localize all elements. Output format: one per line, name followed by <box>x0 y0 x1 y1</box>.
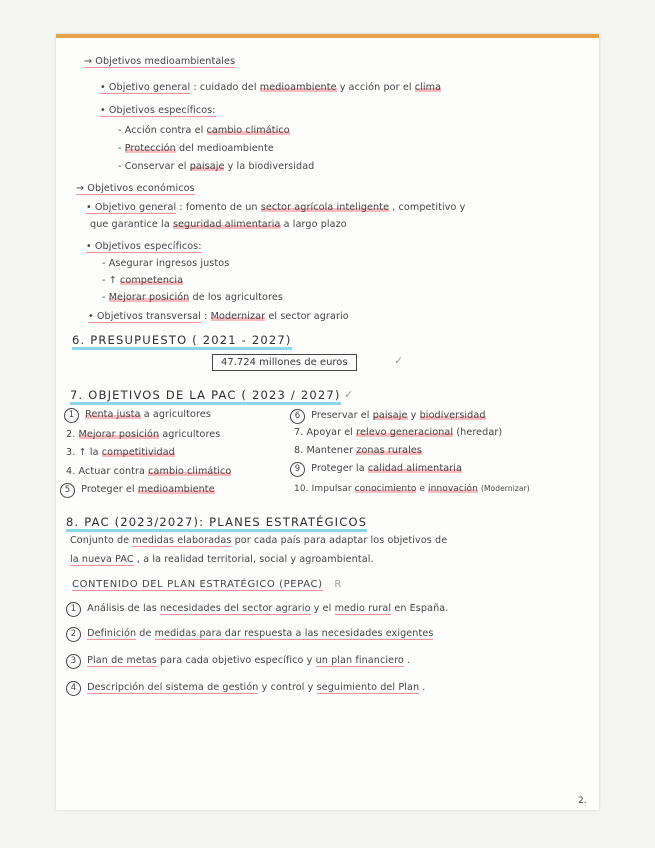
objective-highlight-2: innovación <box>428 484 478 494</box>
econo-line1-hl: sector agrícola inteligente <box>260 202 390 213</box>
planes-heading-line <box>66 515 367 529</box>
econo-line2-b: a largo plazo <box>283 219 347 230</box>
item-prefix: - Conservar el <box>118 161 187 172</box>
objective-text: agricultores <box>162 429 221 440</box>
planes-subheading: CONTENIDO DEL PLAN ESTRATÉGICO (PEPAC) <box>72 579 323 590</box>
econo-especificos-line <box>86 241 202 252</box>
objective-number: 8. <box>294 445 304 456</box>
presupuesto-amount: 47.724 millones de euros <box>221 357 348 368</box>
item-highlight: competencia <box>120 275 184 286</box>
pepac-text-b: para cada objetivo específico y <box>160 655 313 666</box>
medio-general-hl1: medioambiente <box>259 82 337 93</box>
objective-number: 5 <box>60 483 75 498</box>
pac-objective <box>60 483 215 498</box>
pac-objective <box>290 462 462 477</box>
planes-heading: 8. PAC (2023/2027): PLANES ESTRATÉGICOS <box>66 515 367 532</box>
objective-highlight: paisaje <box>372 410 408 421</box>
objective-number: 10. <box>294 484 309 494</box>
item-prefix: - Asegurar ingresos justos <box>102 258 230 269</box>
pac-objective <box>290 409 486 424</box>
item-suffix: y la biodiversidad <box>227 161 315 172</box>
objective-text: a agricultores <box>143 409 211 420</box>
objective-number: 6 <box>290 409 305 424</box>
pepac-text-c: en España. <box>394 603 449 614</box>
item-prefix: - <box>102 292 106 303</box>
medio-especificos-label: • Objetivos específicos: <box>100 105 216 116</box>
pepac-hl2: un plan financiero <box>315 655 404 666</box>
econo-general-line-1 <box>86 202 465 213</box>
medio-general-line <box>100 82 441 93</box>
item-prefix: - Acción contra el <box>118 125 204 136</box>
econo-line1-a: : fomento de un <box>179 202 258 213</box>
objective-mid: y <box>410 410 417 421</box>
item-highlight: Protección <box>124 143 176 154</box>
check-mark: ✓ <box>344 388 354 401</box>
planes-subheading-line <box>72 579 342 590</box>
objective-pre: Mantener <box>306 445 354 456</box>
pepac-hl1: Definición <box>87 628 137 639</box>
pepac-hl2: seguimiento del Plan <box>316 682 420 693</box>
econo-title-line <box>76 183 195 194</box>
pac-objective <box>294 445 422 456</box>
pepac-hl1: Descripción del sistema de gestión <box>87 682 259 693</box>
medio-general-hl2: clima <box>414 82 442 93</box>
objective-number: 2. <box>66 429 76 440</box>
medio-title: → Objetivos medioambientales <box>84 56 236 67</box>
item-highlight: Mejorar posición <box>108 292 190 303</box>
econo-item <box>102 275 183 286</box>
objective-number: 9 <box>290 462 305 477</box>
econo-item <box>102 292 283 303</box>
objective-highlight: zonas rurales <box>356 445 422 456</box>
econo-line1-b: , competitivo y <box>392 202 466 213</box>
medio-general-text-a: : cuidado del <box>193 82 257 93</box>
econo-line2-hl: seguridad alimentaria <box>172 219 281 230</box>
medio-item <box>118 143 274 154</box>
margin-mark: R <box>334 579 342 590</box>
objective-pre: la <box>89 447 99 458</box>
econo-general-label: • Objetivo general <box>86 202 177 213</box>
pac-objective <box>66 429 220 440</box>
pepac-text-c: . <box>422 682 426 693</box>
objetivos-pac-heading-line <box>70 388 341 402</box>
econo-transversal-colon: : <box>204 311 208 322</box>
objetivos-pac-heading: 7. OBJETIVOS DE LA PAC ( 2023 / 2027) <box>70 388 341 405</box>
pac-objective <box>294 484 530 494</box>
objective-highlight: Renta justa <box>85 409 141 420</box>
pepac-item <box>66 602 448 617</box>
planes-para-1b: por cada país para adaptar los objetivos de <box>234 535 448 546</box>
econo-transversal-text: el sector agrario <box>268 311 349 322</box>
pepac-item <box>66 681 425 696</box>
pepac-hl1: Plan de metas <box>87 655 157 666</box>
presupuesto-heading-line <box>72 333 292 347</box>
objective-pre: Preservar el <box>311 410 370 421</box>
item-highlight: cambio climático <box>206 125 290 136</box>
pepac-number: 1 <box>66 602 81 617</box>
pepac-text-b: y el <box>313 603 332 614</box>
medio-especificos-line <box>100 105 216 116</box>
objective-number: 7. <box>294 427 304 438</box>
presupuesto-amount-box <box>212 354 357 371</box>
item-prefix: - <box>118 143 122 154</box>
econo-general-line-2 <box>90 219 347 230</box>
objective-pre: Proteger la <box>311 463 365 474</box>
medio-item <box>118 161 314 172</box>
econo-transversal-line <box>88 311 349 322</box>
pepac-item <box>66 654 410 669</box>
econo-transversal-hl: Modernizar <box>210 311 266 322</box>
econo-line2-a: que garantice la <box>90 219 170 230</box>
objective-number: 1 <box>64 408 79 423</box>
pepac-text-c: . <box>407 655 411 666</box>
econo-especificos-label: • Objetivos específicos: <box>86 241 202 252</box>
pac-objective <box>294 427 502 438</box>
item-suffix: de los agricultores <box>192 292 283 303</box>
objective-highlight: calidad alimentaria <box>367 463 462 474</box>
pac-objective <box>64 408 211 423</box>
planes-para-line-2 <box>70 554 374 565</box>
planes-para-1a: Conjunto de <box>70 535 130 546</box>
objective-pre: Proteger el <box>81 484 135 495</box>
item-prefix: - ↑ <box>102 275 117 286</box>
medio-general-label: • Objetivo general <box>100 82 191 93</box>
objective-text: (Modernizar) <box>480 484 530 493</box>
objective-highlight: conocimiento <box>354 484 417 494</box>
planes-para-2hl: la nueva PAC <box>70 554 134 565</box>
pac-objective <box>66 466 231 477</box>
item-highlight: paisaje <box>189 161 225 172</box>
objective-pre: Actuar contra <box>78 466 146 477</box>
pac-objective <box>66 447 175 458</box>
pepac-hl2: medidas para dar respuesta a las necesidades exigentes <box>154 628 434 639</box>
pepac-number: 2 <box>66 627 81 642</box>
econo-transversal-label: • Objetivos transversal <box>88 311 201 322</box>
notebook-page <box>56 34 599 810</box>
pepac-number: 3 <box>66 654 81 669</box>
item-suffix: del medioambiente <box>178 143 274 154</box>
objective-highlight: relevo generacional <box>356 427 454 438</box>
page-number: 2. <box>578 796 587 806</box>
pepac-hl1: necesidades del sector agrario <box>159 603 311 614</box>
check-mark: ✓ <box>394 354 404 367</box>
econo-item <box>102 258 229 269</box>
objective-number: 3. ↑ <box>66 447 87 458</box>
objective-mid: e <box>419 484 426 494</box>
pepac-number: 4 <box>66 681 81 696</box>
pepac-text-b: de <box>139 628 152 639</box>
objective-pre: Impulsar <box>311 484 352 494</box>
planes-para-line-1 <box>70 535 447 546</box>
objective-highlight: medioambiente <box>137 484 215 495</box>
pepac-text-b: y control y <box>261 682 314 693</box>
planes-para-2b: , a la realidad territorial, social y agroambiental. <box>136 554 374 565</box>
objective-number: 4. <box>66 466 76 477</box>
planes-para-1hl: medidas elaboradas <box>132 535 232 546</box>
objective-highlight-2: biodiversidad <box>419 410 486 421</box>
medio-general-text-b: y acción por el <box>339 82 412 93</box>
objective-highlight: cambio climático <box>148 466 232 477</box>
objective-pre: Apoyar el <box>306 427 354 438</box>
econo-title: → Objetivos económicos <box>76 183 195 194</box>
presupuesto-heading: 6. PRESUPUESTO ( 2021 - 2027) <box>72 333 292 350</box>
pepac-item <box>66 627 433 642</box>
objective-text: (heredar) <box>456 427 503 438</box>
objective-highlight: Mejorar posición <box>78 429 160 440</box>
objective-highlight: competitividad <box>101 447 175 458</box>
pepac-hl2: medio rural <box>334 603 392 614</box>
pepac-text-a: Análisis de las <box>87 603 157 614</box>
medio-title-line <box>84 56 235 67</box>
medio-item <box>118 125 290 136</box>
